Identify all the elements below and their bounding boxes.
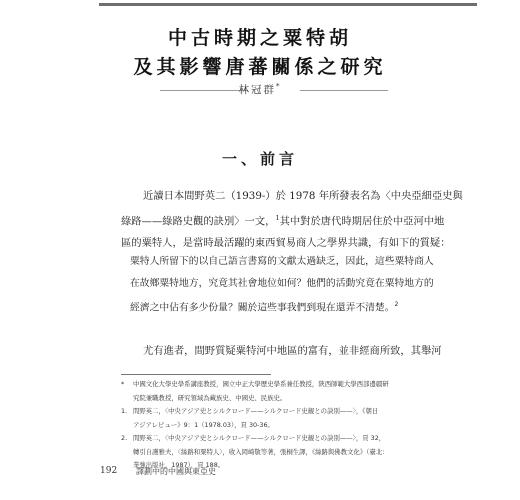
page-number: 192: [100, 466, 118, 476]
quote-line: 經濟之中佔有多少份量？關於這些事我們到現在還弄不清楚。$^2$: [130, 301, 399, 314]
top-rule: [99, 3, 477, 6]
author-footnote-mark: *: [276, 82, 282, 91]
footnote-2: 2. 間野英二，〈中央アジア史とシルクロード——シルクロード史観との訣別——〉，頁 32， 轉引自護雅夫，〈絲路和粟特人〉，收入岡崎敬等著，張桐生譯，《絲路與佛教文化》（臺北： 業強出版社，1987），頁 188。: [121, 432, 389, 473]
footnote-mark: *: [121, 380, 125, 388]
paragraph-continued: 尤有進者，間野質疑粟特河中地區的富有，並非經商所致，其舉河: [143, 345, 442, 357]
footnote-ref-1: 1: [275, 214, 280, 222]
footnote-ref-2: 2: [394, 301, 399, 308]
author-name: 林冠群: [238, 84, 276, 96]
footnote-rule: [121, 374, 271, 375]
quote-line: 在故鄉粟特地方，究竟其社會地位如何？他們的活動究竟在粟特地方的: [130, 277, 434, 289]
paragraph-line: 區的粟特人，是當時最活躍的東西貿易商人之學界共識，有如下的質疑：: [121, 237, 451, 250]
title-line-1: 中古時期之粟特胡: [167, 27, 352, 49]
footnotes: [121, 378, 389, 473]
quote-line: 粟特人所留下的以自己語言書寫的文獻太過缺乏，因此，這些粟特商人: [130, 256, 434, 267]
running-title: 譯劃中的中國與東亞史: [136, 467, 216, 476]
paragraph-intro: [121, 185, 463, 254]
footnote-author: * 中國文化大學史學系講座教授，國立中正大學歷史學系兼任教授，陝西師範大學西部邊疆研 究院兼職教授，研究領域為藏族史、中國史、民族史。: [121, 378, 389, 405]
section-heading: 一、前言: [221, 150, 298, 168]
block-quote: [130, 251, 434, 319]
footnote-mark: 2.: [121, 434, 128, 442]
footnote-1: 1. 間野英二，〈中央アジア史とシルクロード——シルクロード史観との訣別——〉，《朝日 アジアレビュー》9：1（1978.03），頁 30-36。: [121, 405, 389, 432]
title-line-2: 及其影響唐蕃關係之研究: [133, 56, 387, 78]
author-byline: [0, 82, 520, 97]
paragraph-line: 綠路——綠路史觀的訣別〉一文，$^1$其中對於唐代時期居住於中亞河中地: [121, 214, 445, 228]
footnote-mark: 1.: [121, 407, 128, 415]
paragraph-line: 近讀日本間野英二（1939-）於 1978 年所發表名為〈中央亞細亞史與: [143, 190, 463, 202]
